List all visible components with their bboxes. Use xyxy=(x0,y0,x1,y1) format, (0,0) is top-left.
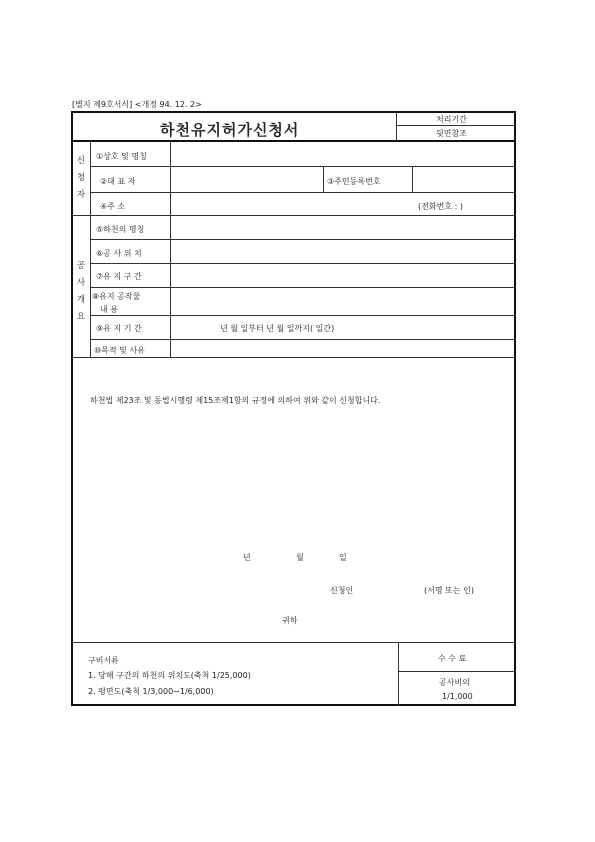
location-field[interactable] xyxy=(171,240,515,263)
revision-text: <개정 94. 12. 2> xyxy=(134,100,202,109)
date-day: 일 xyxy=(339,553,347,562)
fee-line-1: 공사비의 xyxy=(439,678,470,687)
structure-label-line1: ⑧유지 공작물 xyxy=(92,292,141,301)
structure-field[interactable] xyxy=(171,288,515,315)
processing-divider xyxy=(396,112,397,140)
work-char-3: 개 xyxy=(76,295,86,305)
work-section-label xyxy=(74,258,88,326)
work-char-4: 요 xyxy=(76,312,86,322)
row-line-6 xyxy=(90,315,516,316)
address-label: ④주 소 xyxy=(100,202,126,211)
footer-top-line xyxy=(72,642,516,643)
date-year: 년 xyxy=(243,553,251,562)
structure-label-line2: 내 용 xyxy=(100,305,118,314)
addressee: 귀하 xyxy=(282,616,298,625)
fee-title: 수 수 료 xyxy=(438,654,467,663)
document-item-2: 2. 평면도(축척 1/3,000∼1/6,000) xyxy=(88,687,214,696)
work-char-1: 공 xyxy=(76,261,86,271)
phone-label: (전화번호 : ) xyxy=(418,202,463,211)
maintenance-section-label: ⑦유 지 구 간 xyxy=(96,272,142,281)
location-label: ⑥공 사 위 치 xyxy=(96,249,142,258)
work-char-2: 사 xyxy=(76,278,86,288)
resident-no-label: ③주민등록번호 xyxy=(327,177,381,186)
fee-mid-line xyxy=(398,671,516,672)
business-name-label: ①상호 및 명칭 xyxy=(96,152,147,161)
form-number-text: [별지 제9호서식] xyxy=(72,100,133,109)
section-label-divider xyxy=(90,141,91,357)
footer-divider xyxy=(398,643,399,706)
sign-note: (서명 또는 인) xyxy=(424,586,474,595)
address-field[interactable] xyxy=(171,193,411,215)
applicant-char-3: 자 xyxy=(76,190,86,200)
processing-period-value: 뒷면참조 xyxy=(436,129,467,138)
document-item-1: 1. 당해 구간의 하천의 위치도(축척 1/25,000) xyxy=(88,671,251,680)
river-name-label: ⑤하천의 명칭 xyxy=(96,225,145,234)
processing-mid-line xyxy=(396,125,516,126)
applicant-sign-label: 신청인 xyxy=(330,586,354,595)
resident-no-field[interactable] xyxy=(413,167,515,192)
fee-line-2: 1/1,000 xyxy=(442,692,473,701)
representative-field[interactable] xyxy=(171,167,323,192)
date-month: 월 xyxy=(296,553,304,562)
form-title: 하천유지허가신청서 xyxy=(160,121,300,139)
applicant-section-label xyxy=(74,153,88,204)
purpose-field[interactable] xyxy=(171,340,515,357)
maintenance-period-text[interactable]: 년 월 일부터 년 월 일까지( 일간) xyxy=(220,324,335,333)
processing-period-label: 처리기간 xyxy=(436,115,467,124)
river-name-field[interactable] xyxy=(171,216,515,239)
work-section-bottom xyxy=(72,357,516,358)
resident-no-left-divider xyxy=(323,166,324,192)
documents-title: 구비서류 xyxy=(88,656,119,665)
applicant-char-2: 청 xyxy=(76,173,86,183)
representative-label: ②대 표 자 xyxy=(100,177,136,186)
purpose-label: ⑩목적 및 사유 xyxy=(94,346,145,355)
form-number xyxy=(72,99,202,110)
maintenance-period-label: ⑨유 지 기 간 xyxy=(96,324,142,333)
business-name-field[interactable] xyxy=(171,141,515,166)
maintenance-section-field[interactable] xyxy=(171,264,515,287)
applicant-char-1: 신 xyxy=(76,156,86,166)
statement-text: 하천법 제23조 및 동법시행령 제15조제1항의 규정에 의하여 위와 같이 신청합니다. xyxy=(90,396,381,405)
